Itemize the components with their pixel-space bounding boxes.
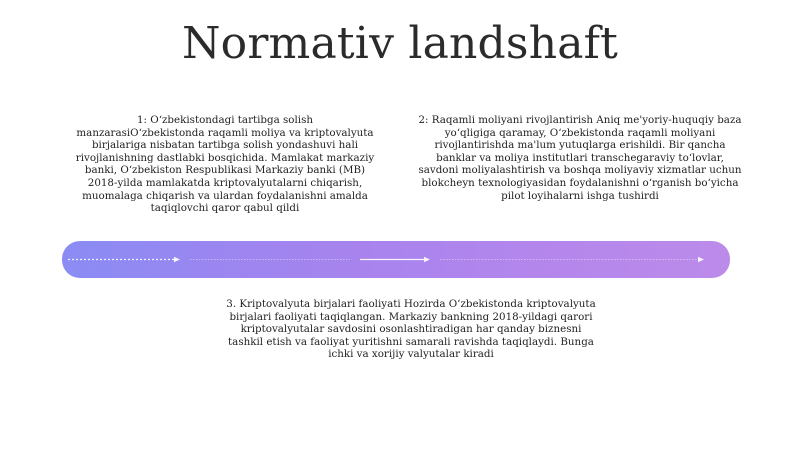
point-text: O‘zbekistondagi tartibga solish manzarasiO‘zbekistonda raqamli moliya va kriptovalyuta birjalariga nisbatan tartibga solish yondashuvi hali rivojlanishning dastlabki bosqichida. Mamlakat markaziy banki, O‘zbekiston Respublikasi Markaziy banki (MB) 2018-yilda mamlakatda kriptovalyutalarni chiqarish, muomalaga chiqarish va ulardan foydalanishni amalda taqiqlovchi qaror qabul qildi [75, 114, 375, 215]
slide-title: Normativ landshaft [181, 18, 619, 69]
timeline-arrows [62, 241, 730, 278]
arrow-head-icon [174, 257, 180, 262]
arrow-head-icon [698, 257, 704, 262]
timeline-point-2 [418, 114, 742, 202]
timeline-bar [62, 241, 730, 278]
arrow-head-icon [424, 257, 430, 262]
timeline-point-1 [74, 114, 376, 215]
point-number: 2: [418, 114, 429, 126]
point-text: Kriptovalyuta birjalari faoliyati Hozirda O‘zbekistonda kriptovalyuta birjalari faoliyati taqiqlangan. Markaziy bankning 2018-yildagi qarori kriptovalyutalar savdosini osonlashtiradigan har qanday biznesni tashkil etish va faoliyat yuritishni samarali ravishda taqiqlaydi. Bunga ichki va xorijiy valyutalar kiradi [228, 298, 596, 361]
point-number: 3. [226, 298, 237, 310]
point-text: Raqamli moliyani rivojlantirish Aniq me'yoriy-huquqiy baza yo‘qligiga qaramay, O‘zbekistonda raqamli moliyani rivojlantirishda ma'lum yutuqlarga erishildi. Bir qancha banklar va moliya institutlari transchegaraviy to‘lovlar, savdoni moliyalashtirish va boshqa moliyaviy xizmatlar uchun blokcheyn texnologiyasidan foydalanishni o‘rganish bo‘yicha pilot loyihalarni ishga tushirdi [418, 114, 742, 202]
timeline-point-3 [226, 298, 596, 361]
point-number: 1: [136, 114, 148, 126]
